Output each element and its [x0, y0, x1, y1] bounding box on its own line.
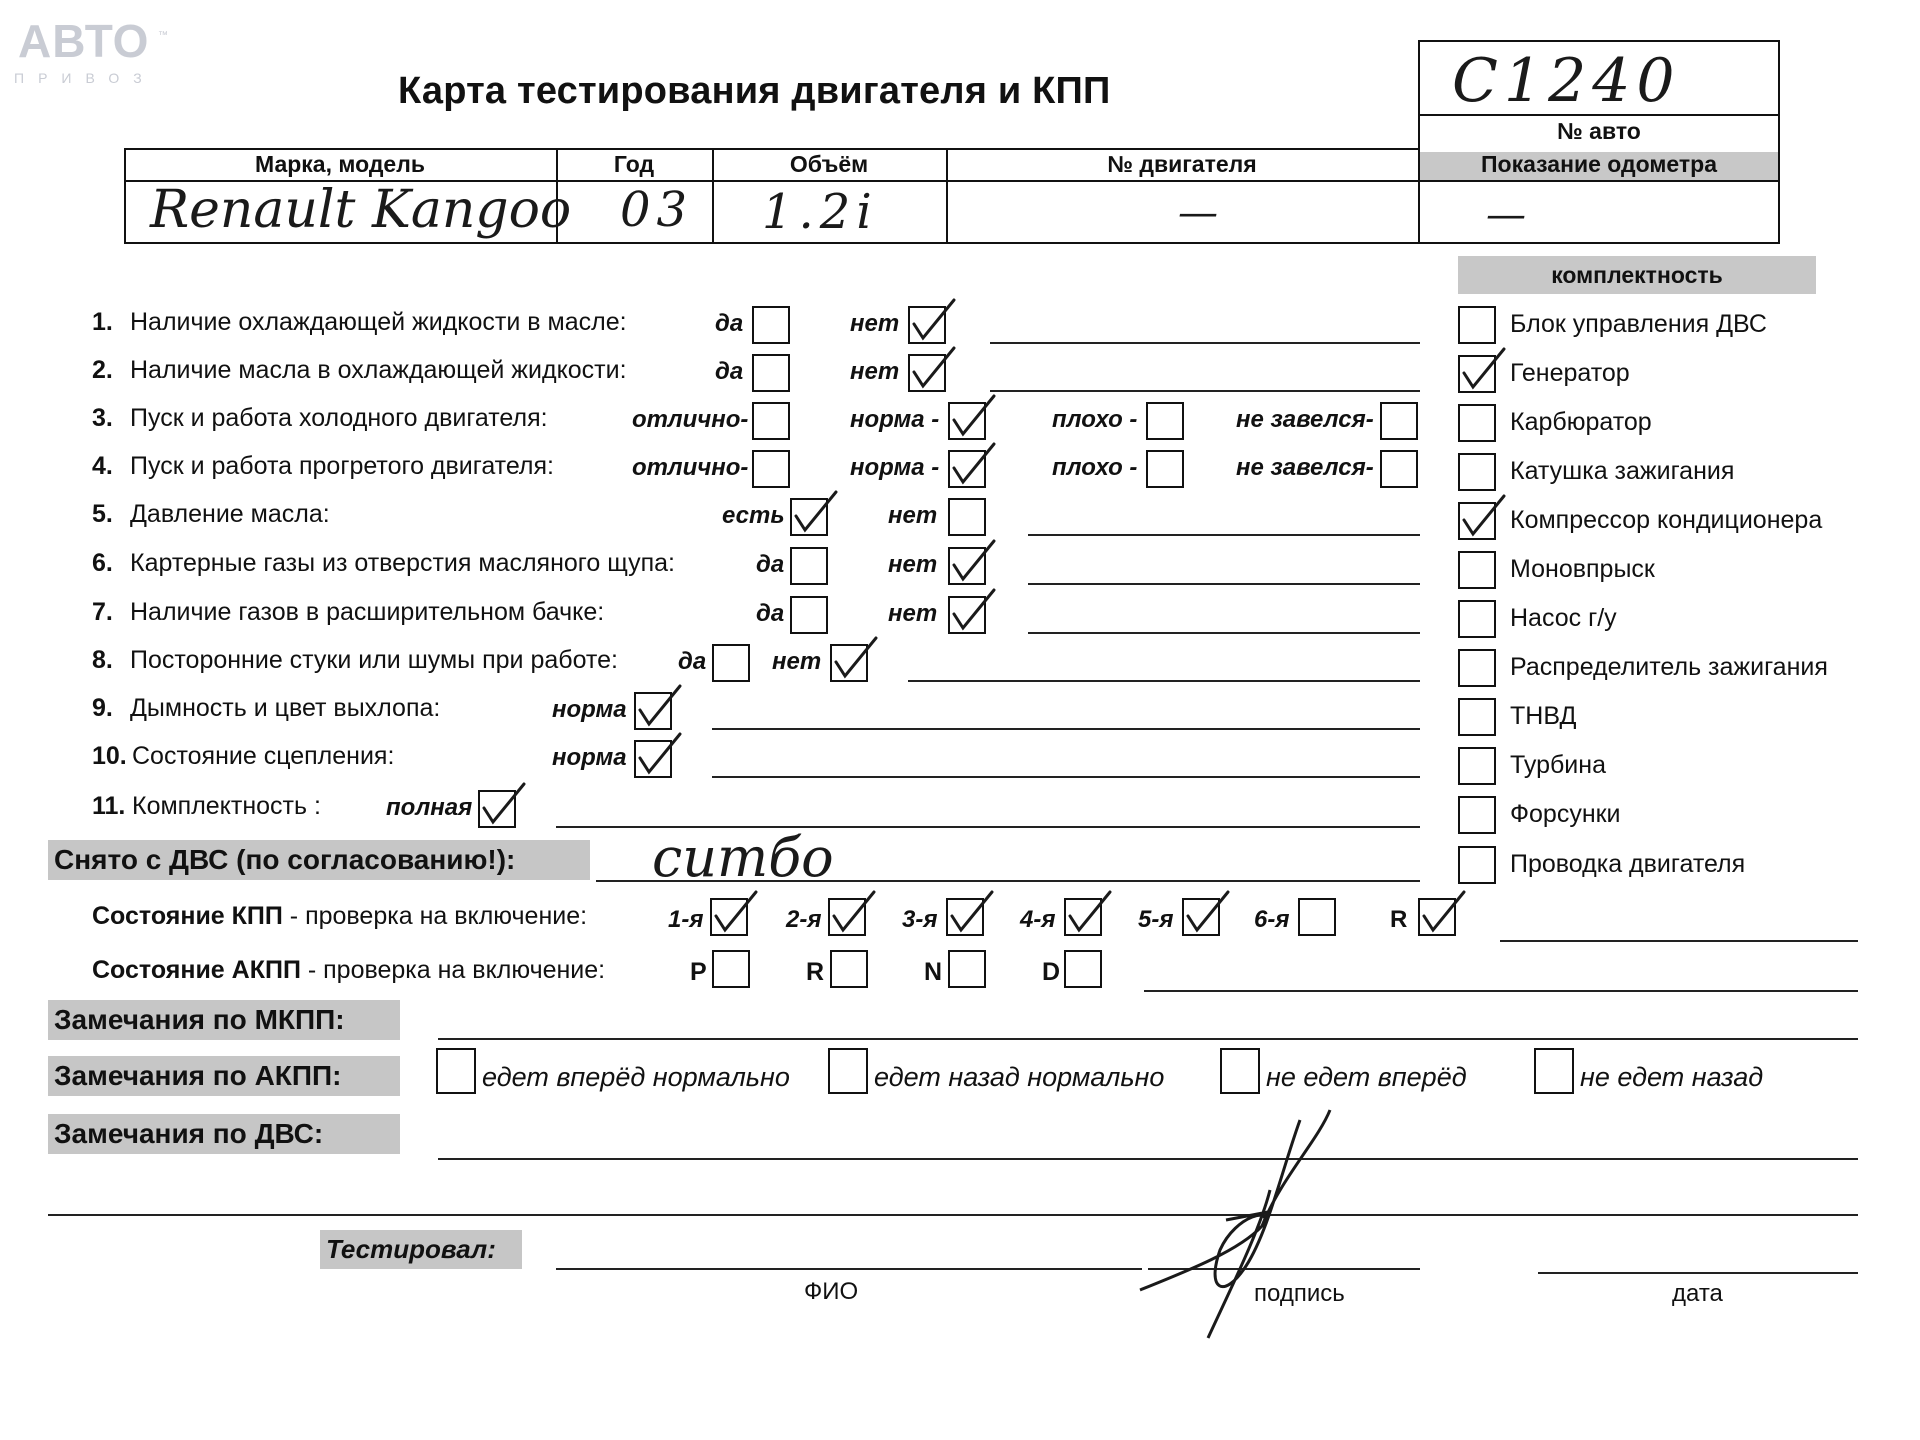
question-number: 5.	[92, 500, 113, 528]
page-title: Карта тестирования двигателя и КПП	[398, 70, 1111, 112]
option-no-label: нет	[850, 310, 900, 337]
question-number: 9.	[92, 694, 113, 722]
gear-label: 4-я	[1020, 906, 1056, 933]
option-yes-label: да	[715, 310, 744, 337]
completeness-item-label: Турбина	[1510, 751, 1606, 779]
option-full-label: полная	[386, 794, 473, 821]
value-make-model: Renault Kangoo	[150, 180, 572, 240]
option-present-label: есть	[722, 502, 785, 529]
value-engine-no: —	[1178, 190, 1218, 236]
watermark-sub: ПРИВОЗ	[14, 70, 156, 86]
kpp-label-bold: Состояние КПП	[92, 902, 283, 930]
option-excellent-label: отлично-	[632, 406, 749, 433]
option-bad-label: плохо -	[1052, 454, 1138, 481]
value-year: 03	[620, 182, 694, 238]
completeness-item-label: Форсунки	[1510, 800, 1621, 828]
check-mark	[1464, 496, 1504, 534]
completeness-item-label: Проводка двигателя	[1510, 850, 1746, 878]
completeness-item-label: Компрессор кондиционера	[1510, 506, 1823, 534]
header-engine-no: № двигателя	[1107, 151, 1257, 177]
check-mark	[1424, 892, 1464, 930]
question-text: Дымность и цвет выхлопа:	[130, 694, 441, 722]
completeness-item-label: Генератор	[1510, 359, 1630, 387]
option-no-start-label: не завелся-	[1236, 454, 1374, 481]
question-number: 11.	[92, 792, 126, 820]
question-text: Наличие масла в охлаждающей жидкости:	[130, 356, 627, 384]
header-year: Год	[613, 151, 655, 177]
option-normal-label: норма	[552, 744, 627, 771]
gear-label: R	[1390, 906, 1408, 933]
remarks-akpp-label: Замечания по АКПП:	[48, 1056, 400, 1096]
check-mark	[640, 686, 680, 724]
question-text: Состояние сцепления:	[132, 742, 395, 770]
header-odometer: Показание одометра	[1481, 151, 1717, 177]
option-no-label: нет	[888, 600, 938, 627]
completeness-item-label: Моновпрыск	[1510, 555, 1655, 583]
kpp-label-rest: - проверка на включение:	[282, 902, 588, 930]
option-yes-label: да	[756, 600, 785, 627]
akpp-label-bold: Состояние АКПП	[92, 956, 301, 984]
check-mark	[954, 396, 994, 434]
completeness-item-label: Карбюратор	[1510, 408, 1652, 436]
question-text: Наличие охлаждающей жидкости в масле:	[130, 308, 627, 336]
check-mark	[1070, 892, 1110, 930]
gear-label: 3-я	[902, 906, 938, 933]
akpp-remark-label: едет назад нормально	[874, 1062, 1165, 1092]
akpp-position-label: N	[924, 958, 943, 986]
akpp-remark-label: едет вперёд нормально	[482, 1062, 790, 1092]
check-mark	[914, 348, 954, 386]
question-text: Пуск и работа прогретого двигателя:	[130, 452, 554, 480]
header-volume: Объём	[789, 151, 869, 177]
question-number: 8.	[92, 646, 113, 674]
gear-label: 2-я	[786, 906, 822, 933]
completeness-item-label: ТНВД	[1510, 702, 1577, 730]
check-mark	[836, 638, 876, 676]
removed-value: ситбо	[652, 826, 834, 889]
question-number: 4.	[92, 452, 113, 480]
completeness-item-label: Катушка зажигания	[1510, 457, 1735, 485]
option-no-start-label: не завелся-	[1236, 406, 1374, 433]
akpp-remark-label: не едет вперёд	[1266, 1062, 1467, 1092]
akpp-label-rest: - проверка на включение:	[300, 956, 606, 984]
check-mark	[716, 892, 756, 930]
akpp-remark-label: не едет назад	[1580, 1062, 1764, 1092]
check-mark	[914, 300, 954, 338]
gear-label: 5-я	[1138, 906, 1174, 933]
check-mark	[1464, 349, 1504, 387]
check-mark	[952, 892, 992, 930]
question-text: Пуск и работа холодного двигателя:	[130, 404, 548, 432]
remarks-mkpp-label: Замечания по МКПП:	[48, 1000, 400, 1040]
auto-number-label: № авто	[1557, 118, 1641, 144]
remarks-dvs-label: Замечания по ДВС:	[48, 1114, 400, 1154]
question-text: Давление масла:	[130, 500, 330, 528]
removed-label: Снято с ДВС (по согласованию!):	[48, 840, 590, 880]
check-mark	[484, 784, 524, 822]
gear-label: 1-я	[668, 906, 704, 933]
akpp-position-label: D	[1042, 958, 1061, 986]
option-no-label: нет	[888, 551, 938, 578]
akpp-position-label: R	[806, 958, 825, 986]
option-bad-label: плохо -	[1052, 406, 1138, 433]
option-no-label: нет	[888, 502, 938, 529]
check-mark	[834, 892, 874, 930]
check-mark	[954, 444, 994, 482]
question-number: 1.	[92, 308, 113, 336]
value-odometer: —	[1486, 192, 1526, 238]
date-caption: дата	[1672, 1280, 1723, 1307]
question-number: 6.	[92, 549, 113, 577]
value-volume: 1.2i	[762, 184, 878, 240]
option-yes-label: да	[678, 648, 707, 675]
header-make-model: Марка, модель	[255, 151, 425, 177]
akpp-position-label: P	[690, 958, 707, 986]
scribble-underline	[1182, 220, 1534, 224]
question-text: Наличие газов в расширительном бачке:	[130, 598, 605, 626]
completeness-title: комплектность	[1551, 262, 1723, 288]
question-number: 2.	[92, 356, 113, 384]
question-number: 3.	[92, 404, 113, 432]
completeness-item-label: Насос г/у	[1510, 604, 1617, 632]
tested-label: Тестировал:	[320, 1230, 522, 1269]
option-yes-label: да	[715, 358, 744, 385]
check-mark	[954, 541, 994, 579]
watermark-text: АВТО	[18, 15, 150, 67]
completeness-item-label: Распределитель зажигания	[1510, 653, 1828, 681]
question-text: Посторонние стуки или шумы при работе:	[130, 646, 618, 674]
gear-label: 6-я	[1254, 906, 1290, 933]
question-text: Комплектность :	[132, 792, 321, 820]
handwritten-signature	[1140, 1110, 1330, 1338]
watermark-tm: ™	[158, 30, 168, 41]
check-mark	[796, 492, 836, 530]
option-no-label: нет	[850, 358, 900, 385]
check-mark	[1188, 892, 1228, 930]
option-normal-label: норма -	[850, 454, 940, 481]
auto-number-value: C1240	[1452, 46, 1681, 116]
question-text: Картерные газы из отверстия масляного щупа:	[130, 549, 675, 577]
question-number: 7.	[92, 598, 113, 626]
check-mark	[640, 734, 680, 772]
completeness-item-label: Блок управления ДВС	[1510, 310, 1767, 338]
option-excellent-label: отлично-	[632, 454, 749, 481]
signature-caption: подпись	[1254, 1280, 1345, 1307]
option-normal-label: норма -	[850, 406, 940, 433]
option-normal-label: норма	[552, 696, 627, 723]
option-no-label: нет	[772, 648, 822, 675]
option-yes-label: да	[756, 551, 785, 578]
fio-caption: ФИО	[804, 1278, 859, 1305]
check-mark	[954, 590, 994, 628]
question-number: 10.	[92, 742, 127, 770]
